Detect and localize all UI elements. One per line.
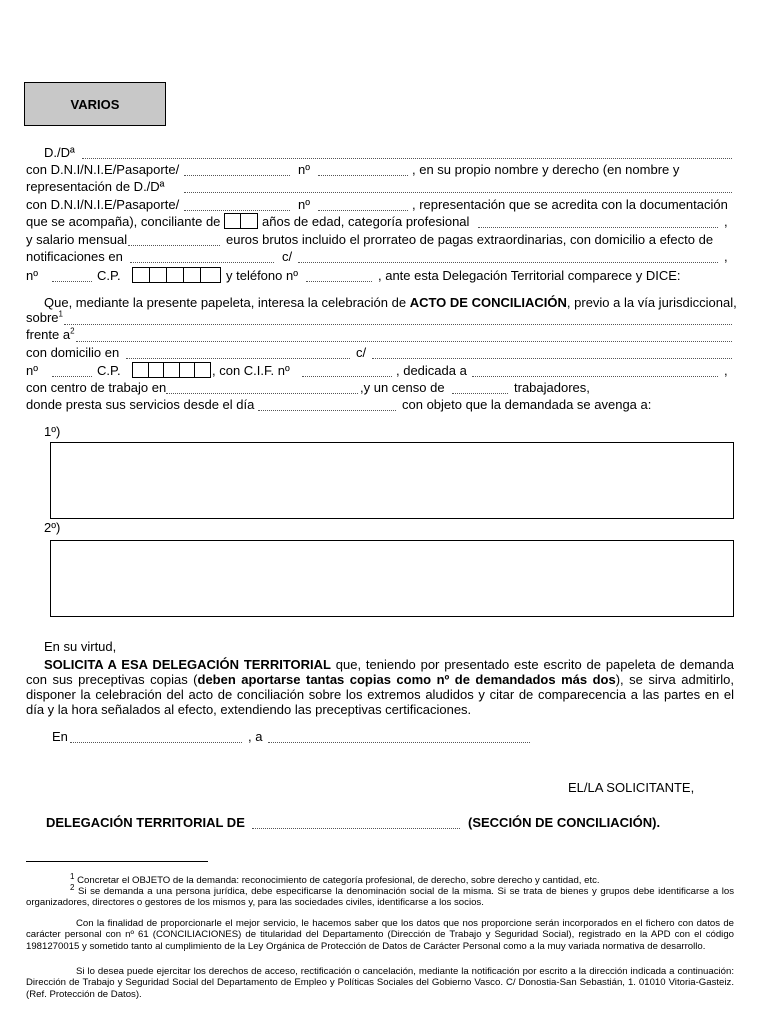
label-cp-2: C.P. (97, 363, 121, 378)
form-title: VARIOS (70, 96, 120, 112)
privacy-notice: Con la finalidad de proporcionarle el mejor servicio, le hacemos saber que los datos que nos proporcione serán incorporados en el fichero con datos de carácter personal con nº 61 (CONCILIACIONES) de titularidad del Departamento (Dirección de Trabajo y Seguridad Social), registrado en la APD con el código 1981270015 y sometido tanto al cumplimiento de la Ley Orgánica de Protección de Datos de Carácter Personal como a la muy variada normativa de desarrollo. (26, 918, 734, 952)
label-sobre: sobre$^1$ (26, 309, 63, 325)
label-salary: y salario mensual (26, 232, 128, 247)
request-paragraph: SOLICITA A ESA DELEGACIÓN TERRITORIAL que, teniendo por presentado este escrito de papeleta de demanda con sus preceptivas copias (deben aportarse tantas copias como nº de demandados más dos), se sirva admitirlo, disponer la celebración del acto de conciliación sobre los extremos aludidos y citar de comparecencia a las partes en el día y la hora señalados al efecto, extendiendo las preceptivas certificaciones. (26, 657, 734, 717)
label-dd: D./Dª (44, 145, 75, 160)
salary-field[interactable] (128, 244, 220, 246)
place-field[interactable] (70, 741, 242, 743)
comma: , (724, 363, 728, 378)
since-date-field[interactable] (258, 409, 396, 411)
label-dni-2: con D.N.I/N.I.E/Pasaporte/ (26, 197, 180, 212)
label-cif: , con C.I.F. nº (212, 363, 290, 378)
label-dedicada: , dedicada a (396, 363, 467, 378)
date-field[interactable] (268, 741, 530, 743)
category-field[interactable] (478, 226, 718, 228)
label-objective: con objeto que la demandada se avenga a: (402, 397, 652, 412)
dni-number-field[interactable] (318, 174, 408, 176)
dni-type-field-2[interactable] (184, 209, 290, 211)
notification-city-field[interactable] (130, 261, 274, 263)
name-field[interactable] (82, 157, 732, 159)
label-comparece: , ante esta Delegación Territorial comparece y DICE: (378, 268, 681, 283)
comma: , (724, 249, 728, 264)
comma: , (724, 214, 728, 229)
label-street-2: c/ (356, 345, 367, 360)
representative-name-field[interactable] (184, 191, 732, 193)
delegation-field[interactable] (252, 827, 460, 829)
label-conciliante: que se acompaña), conciliante de (26, 214, 221, 229)
street-field[interactable] (298, 261, 718, 263)
defendant-street-field[interactable] (372, 357, 732, 359)
label-a: , a (248, 729, 263, 744)
label-census: ,y un censo de (360, 380, 445, 395)
label-own-name: , en su propio nombre y derecho (en nombre y (412, 162, 680, 177)
phone-field[interactable] (306, 280, 372, 282)
street-number-field[interactable] (52, 280, 92, 282)
subject-field[interactable] (64, 323, 732, 325)
footnote-ref-2: 2 (70, 326, 75, 336)
label-representation-doc: , representación que se acredita con la documentación (412, 197, 728, 212)
label-notifications: notificaciones en (26, 249, 123, 264)
label-workplace: con centro de trabajo en (26, 380, 167, 395)
cif-field[interactable] (302, 375, 392, 377)
virtue-text: En su virtud, (44, 639, 117, 654)
census-field[interactable] (452, 392, 508, 394)
dni-type-field[interactable] (184, 174, 290, 176)
label-salary-desc: euros brutos incluido el prorrateo de pagas extraordinarias, con domicilio a efecto de (226, 232, 714, 247)
label-domicilio: con domicilio en (26, 345, 120, 360)
label-age-category: años de edad, categoría profesional (262, 214, 470, 229)
item-2-label: 2º) (44, 520, 61, 535)
item-1-label: 1º) (44, 424, 61, 439)
footnote-divider (26, 861, 208, 862)
defendant-city-field[interactable] (126, 357, 350, 359)
label-since: donde presta sus servicios desde el día (26, 397, 255, 412)
activity-field[interactable] (472, 375, 718, 377)
postal-code-field[interactable] (132, 267, 221, 283)
label-delegation: DELEGACIÓN TERRITORIAL DE (46, 815, 245, 830)
label-num-4: nº (26, 363, 38, 378)
label-num-3: nº (26, 268, 38, 283)
workplace-field[interactable] (166, 392, 358, 394)
label-workers: trabajadores, (514, 380, 590, 395)
signature-label: EL/LA SOLICITANTE, (568, 780, 695, 795)
rights-notice: Si lo desea puede ejercitar los derechos de acceso, rectificación o cancelación, mediante la notificación por escrito a la dirección indicada a continuación: Dirección de Trabajo y Seguridad Social del Departamento de Empleo y Políticas Sociales del Gobierno Vasco. C/ Donostia-San Sebastián, 1. 01010 Vitoria-Gasteiz. (Ref. Protección de Datos). (26, 966, 734, 1000)
defendant-number-field[interactable] (52, 375, 92, 377)
footnote-ref-1: 1 (58, 309, 63, 319)
defendant-field[interactable] (76, 340, 732, 342)
label-num-2: nº (298, 197, 310, 212)
item-1-textarea[interactable] (50, 442, 734, 519)
label-en: En (52, 729, 68, 744)
item-2-textarea[interactable] (50, 540, 734, 617)
label-dni: con D.N.I/N.I.E/Pasaporte/ (26, 162, 180, 177)
label-cp: C.P. (97, 268, 121, 283)
label-phone: y teléfono nº (226, 268, 298, 283)
defendant-postal-code-field[interactable] (132, 362, 211, 378)
footnote-2: $^2$ Si se demanda a una persona jurídica, debe especificarse la denominación social de la misma. Si se trata de bienes y grupos debe identificarse a los organizadores, directores o gestores de los mismos y, para las sociedades civiles, identificarse a los socios. (26, 882, 734, 909)
label-representation: representación de D./Dª (26, 179, 165, 194)
age-field[interactable] (224, 213, 258, 229)
dni-number-field-2[interactable] (318, 209, 408, 211)
label-section: (SECCIÓN DE CONCILIACIÓN). (468, 815, 661, 830)
conciliation-request-text: Que, mediante la presente papeleta, interesa la celebración de ACTO DE CONCILIACIÓN, previo a la vía jurisdiccional, (44, 295, 737, 310)
footnote-1: $^1$ Concretar el OBJETO de la demanda: reconocimiento de categoría profesional, de derecho, sobre derecho y cantidad, etc. (70, 871, 600, 886)
label-street: c/ (282, 249, 293, 264)
label-num: nº (298, 162, 310, 177)
form-title-box (24, 82, 166, 126)
label-frente: frente $a^2$ (26, 326, 75, 342)
